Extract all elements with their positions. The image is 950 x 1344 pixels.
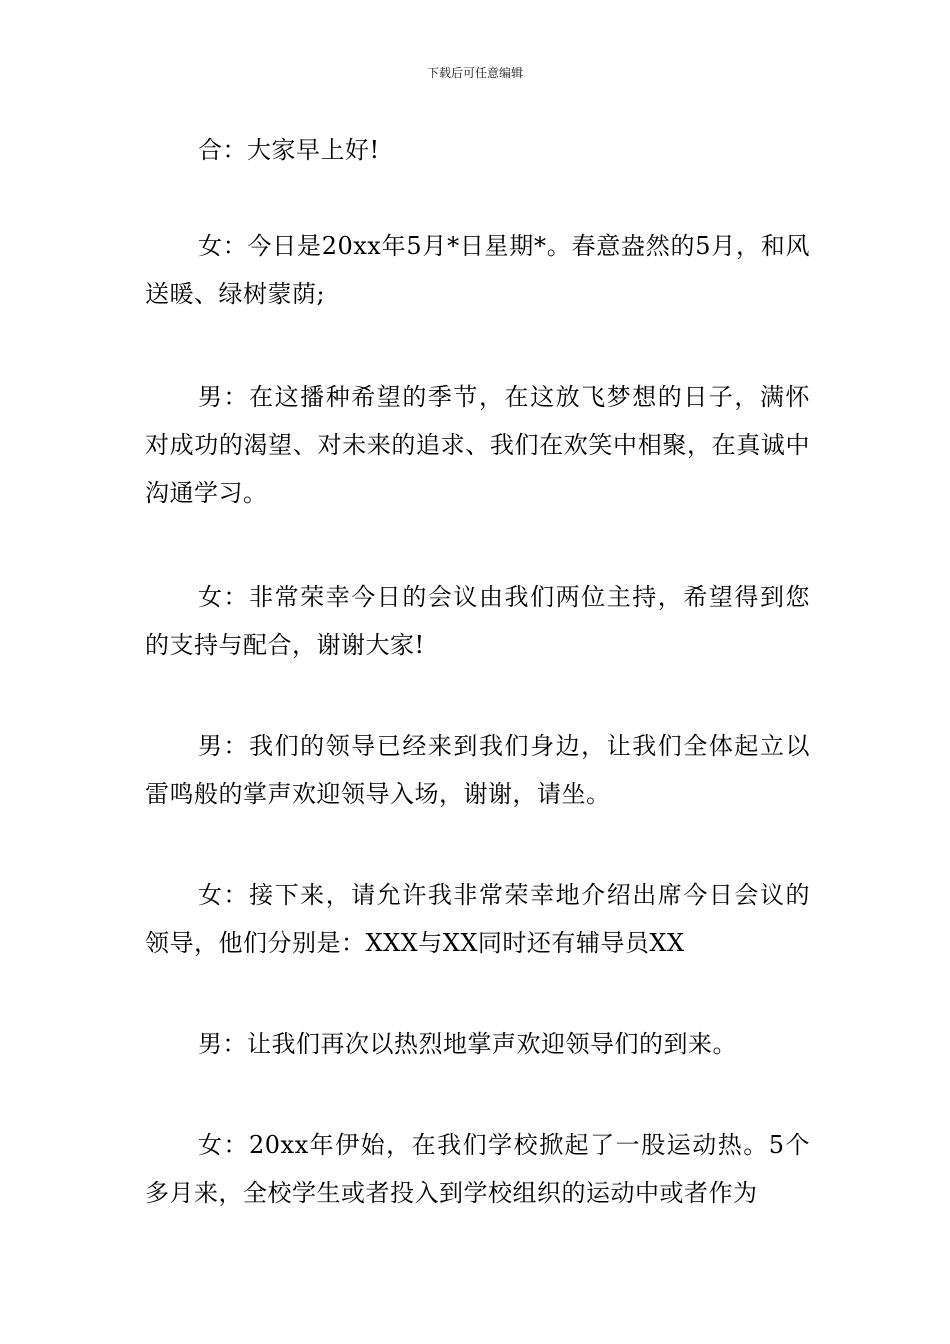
paragraph-female-2: 女：非常荣幸今日的会议由我们两位主持，希望得到您的支持与配合，谢谢大家! [145, 583, 810, 659]
paragraph-male-3: 男：让我们再次以热烈地掌声欢迎领导们的到来。 [198, 1030, 737, 1058]
paragraph-greeting: 合：大家早上好! [198, 136, 380, 164]
paragraph-male-2: 男：我们的领导已经来到我们身边，让我们全体起立以雷鸣般的掌声欢迎领导入场，谢谢，请坐。 [145, 732, 810, 808]
paragraph-male-1: 男：在这播种希望的季节，在这放飞梦想的日子，满怀对成功的渴望、对未来的追求、我们在欢笑中相聚，在真诚中沟通学习。 [145, 383, 810, 507]
paragraph-female-4: 女：20xx年伊始，在我们学校掀起了一股运动热。5个多月来，全校学生或者投入到学校组织的运动中或者作为 [145, 1131, 810, 1207]
page-header-note: 下载后可任意编辑 [426, 66, 523, 80]
paragraph-female-1: 女：今日是20xx年5月*日星期*。春意盎然的5月，和风送暖、绿树蒙荫; [145, 232, 810, 308]
paragraph-female-3: 女：接下来，请允许我非常荣幸地介绍出席今日会议的领导，他们分别是：XXX与XX同时还有辅导员XX [145, 881, 810, 957]
